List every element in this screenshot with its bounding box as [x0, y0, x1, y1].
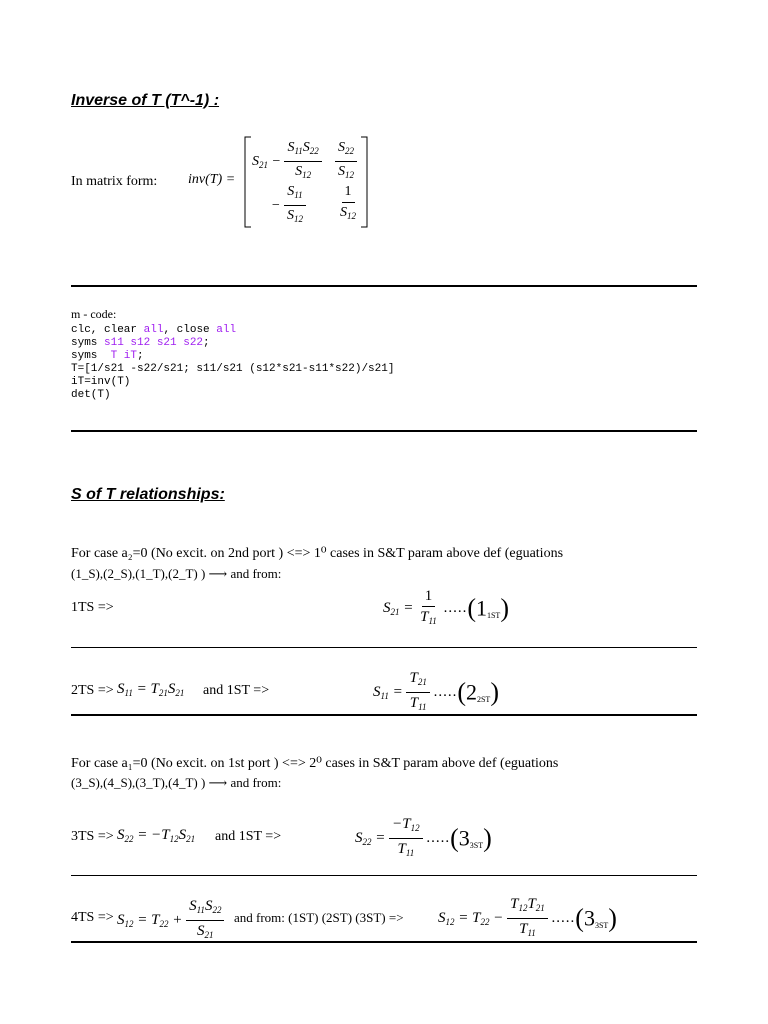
r4-mid: and from: (1ST) (2ST) (3ST) => — [234, 910, 404, 925]
code-line-2: syms s11 s12 s21 s22; — [71, 337, 210, 349]
r2-ref: 2ST — [476, 694, 491, 704]
r3-inline-eq: $S_{22} = -T_{12}S_{21}$ — [117, 827, 196, 844]
r2-mid: and 1ST => — [203, 683, 270, 698]
code-line-6: det(T) — [71, 389, 111, 401]
case1-text-line2: (1_S),(2_S),(1_T),(2_T) ) ⟶ and from: — [71, 566, 282, 581]
r4-equation: $S_{12} = T_{22}$ − $\frac{T_{12}T_{21}}{T_{11}}$ $.....(3_{3ST})$ — [438, 896, 617, 938]
r2-inline-eq: $S_{11} = T_{21}S_{21}$ — [117, 681, 185, 698]
divider — [71, 714, 697, 716]
divider — [71, 430, 697, 432]
matrix-r1c1: $S_{21}$ − $\frac{S_{11}S_{22}}{S_{12}}$ — [252, 138, 322, 185]
r3-equation: $S_{22}$ = $\frac{-T_{12}}{T_{11}}$ $.....(3_{3ST})$ — [355, 816, 492, 858]
r2-label: 2TS => — [71, 683, 114, 698]
code-line-3: syms T iT; — [71, 350, 144, 362]
inv-func: inv(T) = — [188, 172, 236, 187]
divider — [71, 875, 697, 876]
matrix-r2c1: − $\frac{S_{11}}{S_{12}}$ — [271, 182, 306, 229]
matrix-r2c2: $\frac{1}{S_{12}}$ — [340, 184, 356, 221]
r3-ref: 3ST — [469, 840, 484, 850]
matrix-r1c2: $\frac{S_{22}}{S_{12}}$ — [335, 138, 357, 185]
divider — [71, 647, 697, 648]
r4-label: 4TS => — [71, 910, 114, 925]
case2-text-line1: For case a₁=0 (No excit. on 1st port ) <=> 2⁰ cases in S&T param above def (eguations — [71, 756, 559, 771]
code-label: m - code: — [71, 307, 117, 321]
code-block — [71, 324, 394, 402]
case2-text-line2: (3_S),(4_S),(3_T),(4_T) ) ⟶ and from: — [71, 775, 282, 790]
r1-label: 1TS => — [71, 600, 114, 615]
r2-equation: $S_{11}$ = $\frac{T_{21}}{T_{11}}$ $.....(2_{2ST})$ — [373, 670, 499, 712]
relationships-heading: S of T relationships: — [71, 486, 225, 503]
code-line-4: T=[1/s21 -s22/s21; s11/s21 (s12*s21-s11*s22)/s21] — [71, 363, 395, 375]
r1-equation: $S_{21}$ = $\frac{1}{T_{11}}$ $.....(1_{1ST})$ — [383, 588, 509, 626]
inverse-heading: Inverse of T (T^-1) : — [71, 92, 220, 109]
r4-ref: 3ST — [594, 920, 609, 930]
r3-mid: and 1ST => — [215, 829, 282, 844]
r3-label: 3TS => — [71, 829, 114, 844]
code-line-1: clc, clear all, close all — [71, 324, 237, 336]
inverse-matrix — [243, 136, 369, 228]
divider — [71, 941, 697, 943]
r4-inline-eq: $S_{12} = T_{22}$ + $\frac{S_{11}S_{22}}{S_{21}}$ — [117, 896, 224, 945]
code-line-5: iT=inv(T) — [71, 376, 131, 388]
matrix-label: In matrix form: — [71, 174, 158, 189]
divider — [71, 285, 697, 287]
case1-text-line1: For case a₂=0 (No excit. on 2nd port ) <=> 1⁰ cases in S&T param above def (eguations — [71, 546, 564, 561]
r1-ref: 1ST — [486, 610, 501, 620]
